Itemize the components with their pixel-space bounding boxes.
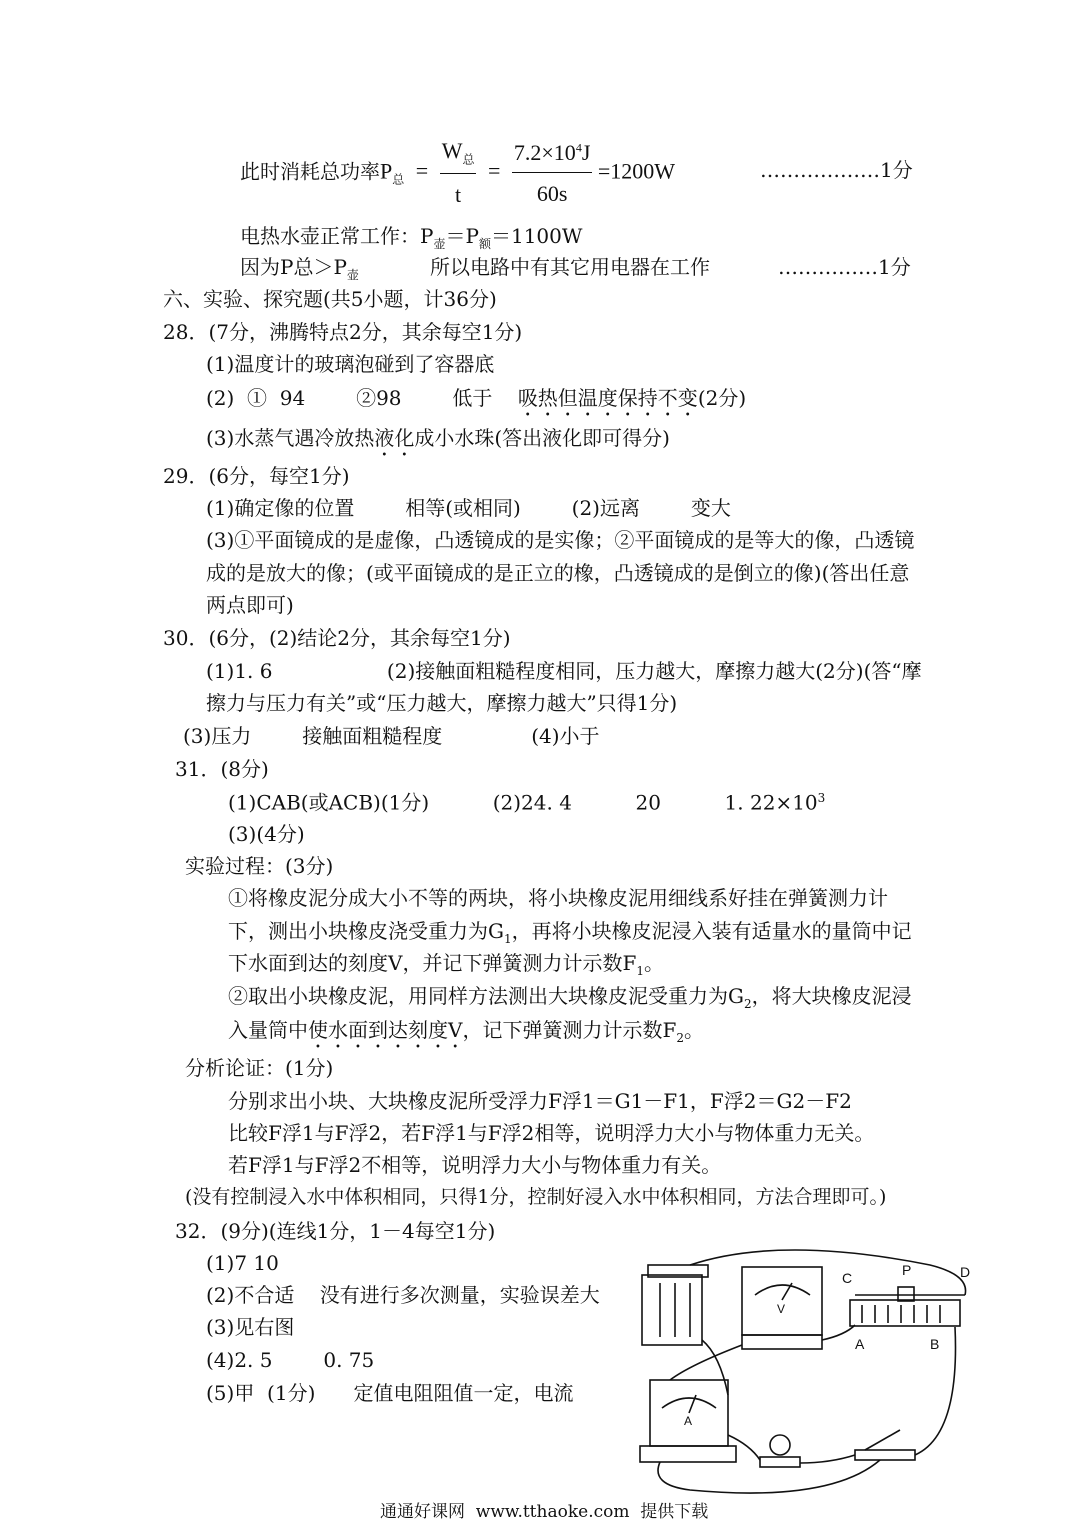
q32-answer-3: (3)见右图	[206, 1315, 295, 1339]
label-c: C	[842, 1270, 853, 1286]
power-label: 此时消耗总功率	[240, 161, 380, 184]
q31-analysis-3: 若F浮1与F浮2不相等，说明浮力大小与物体重力有关。	[228, 1153, 722, 1177]
q32-answer-2: (2)不合适 没有进行多次测量，实验误差大	[206, 1283, 600, 1307]
q31-process-1-line3: 下水面到达的刻度V，并记下弹簧测力计示数$F_1$。	[228, 951, 664, 978]
because-line: 因为P总$>P_壶$	[240, 255, 359, 282]
q31-answer-1: (1)CAB(或ACB)(1分) (2)24. 4 20 1. $22\times 10^3$	[228, 790, 826, 815]
because-conclusion: 所以电路中有其它用电器在工作	[430, 255, 710, 279]
label-p: P	[902, 1262, 912, 1278]
battery-pack	[642, 1275, 702, 1345]
q32-answer-1: (1)7 10	[206, 1251, 279, 1275]
footer-watermark: 通通好课网 www.tthaoke.com 提供下载	[380, 1502, 709, 1522]
q31-process-heading: 实验过程：(3分)	[185, 854, 334, 878]
voltmeter	[742, 1267, 822, 1335]
section-6-heading: 六、实验、探究题(共5小题，计36分)	[163, 287, 497, 311]
q31-process-1-line1: ①将橡皮泥分成大小不等的两块，将小块橡皮泥用细线系好挂在弹簧测力计	[228, 886, 888, 910]
q29-answer-3-line3: 两点即可)	[206, 593, 294, 617]
q31-note: (没有控制浸入水中体积相同，只得1分，控制好浸入水中体积相同，方法合理即可。)	[185, 1186, 887, 1208]
q30-heading: 30．(6分，(2)结论2分，其余每空1分)	[163, 626, 511, 650]
label-a: A	[855, 1336, 865, 1352]
q31-answer-3: (3)(4分)	[228, 822, 305, 846]
power-formula: 此时消耗总功率$P_总$ = $\frac{W_总}{t}$ = $\frac{7.2\times 10^4J}{60s}$ =1200W	[240, 138, 676, 208]
fraction-energy-over-time: $\frac{7.2\times 10^4J}{60s}$	[513, 139, 591, 206]
q30-answer-1-line2: 擦力与压力有关”或“压力越大，摩擦力越大”只得1分)	[206, 691, 678, 715]
q30-answer-3: (3)压力 接触面粗糙程度 (4)小于	[183, 724, 600, 748]
meter-a-label: A	[684, 1414, 693, 1428]
kettle-line: 电热水壶正常工作：$P_壶=P_额=1100W$	[240, 224, 583, 251]
switch	[855, 1450, 915, 1460]
label-b: B	[930, 1336, 940, 1352]
q31-heading: 31．(8分)	[175, 757, 269, 781]
q29-answer-1: (1)确定像的位置 相等(或相同) (2)远离 变大	[206, 496, 731, 520]
fraction-w-over-t: $\frac{W_总}{t}$	[441, 138, 475, 208]
q30-answer-1: (1)1. 6 (2)接触面粗糙程度相同，压力越大，摩擦力越大(2分)(答“摩	[206, 659, 922, 683]
q31-process-2-line2: 入量筒中使水面到达刻度V，记下弹簧测力计示数$F_2$。	[228, 1018, 704, 1045]
q29-answer-3-line2: 成的是放大的像；(或平面镜成的是正立的橡，凸透镜成的是倒立的像)(答出任意	[206, 561, 910, 585]
score-1: ………………1分	[760, 158, 913, 182]
light-bulb	[770, 1435, 790, 1455]
meter-v-label: V	[777, 1302, 786, 1316]
score-2: ……………1分	[778, 255, 911, 279]
q31-analysis-1: 分别求出小块、大块橡皮泥所受浮力F浮1＝G1－F1，F浮2＝G2－F2	[228, 1089, 852, 1113]
q32-answer-5: (5)甲 (1分) 定值电阻阻值一定，电流	[206, 1381, 574, 1405]
q28-heading: 28．(7分，沸腾特点2分，其余每空1分)	[163, 320, 523, 344]
q28-answer-1: (1)温度计的玻璃泡碰到了容器底	[206, 352, 495, 376]
q28-answer-3: (3)水蒸气遇冷放热液化成小水珠(答出液化即可得分)	[206, 426, 670, 450]
q31-process-2-line1: ②取出小块橡皮泥，用同样方法测出大块橡皮泥受重力为$G_2$，将大块橡皮泥浸	[228, 984, 912, 1011]
q32-heading: 32．(9分)(连线1分，1－4每空1分)	[175, 1219, 496, 1243]
q31-analysis-heading: 分析论证：(1分)	[185, 1056, 334, 1080]
q28-answer-2: (2) ① 94 ②98 低于 吸热但温度保持不变(2分)	[206, 386, 747, 410]
q29-heading: 29．(6分，每空1分)	[163, 464, 350, 488]
rheostat	[850, 1300, 960, 1326]
label-d: D	[960, 1264, 971, 1280]
q32-answer-4: (4)2. 5 0. 75	[206, 1348, 375, 1372]
power-result: =1200W	[597, 158, 676, 184]
circuit-diagram	[630, 1245, 980, 1505]
q29-answer-3-line1: (3)①平面镜成的是虚像，凸透镜成的是实像；②平面镜成的是等大的像，凸透镜	[206, 528, 915, 552]
q31-analysis-2: 比较F浮1与F浮2，若F浮1与F浮2相等，说明浮力大小与物体重力无关。	[228, 1121, 875, 1145]
q31-process-1-line2: 下，测出小块橡皮浇受重力为$G_1$，再将小块橡皮泥浸入装有适量水的量筒中记	[228, 919, 912, 946]
